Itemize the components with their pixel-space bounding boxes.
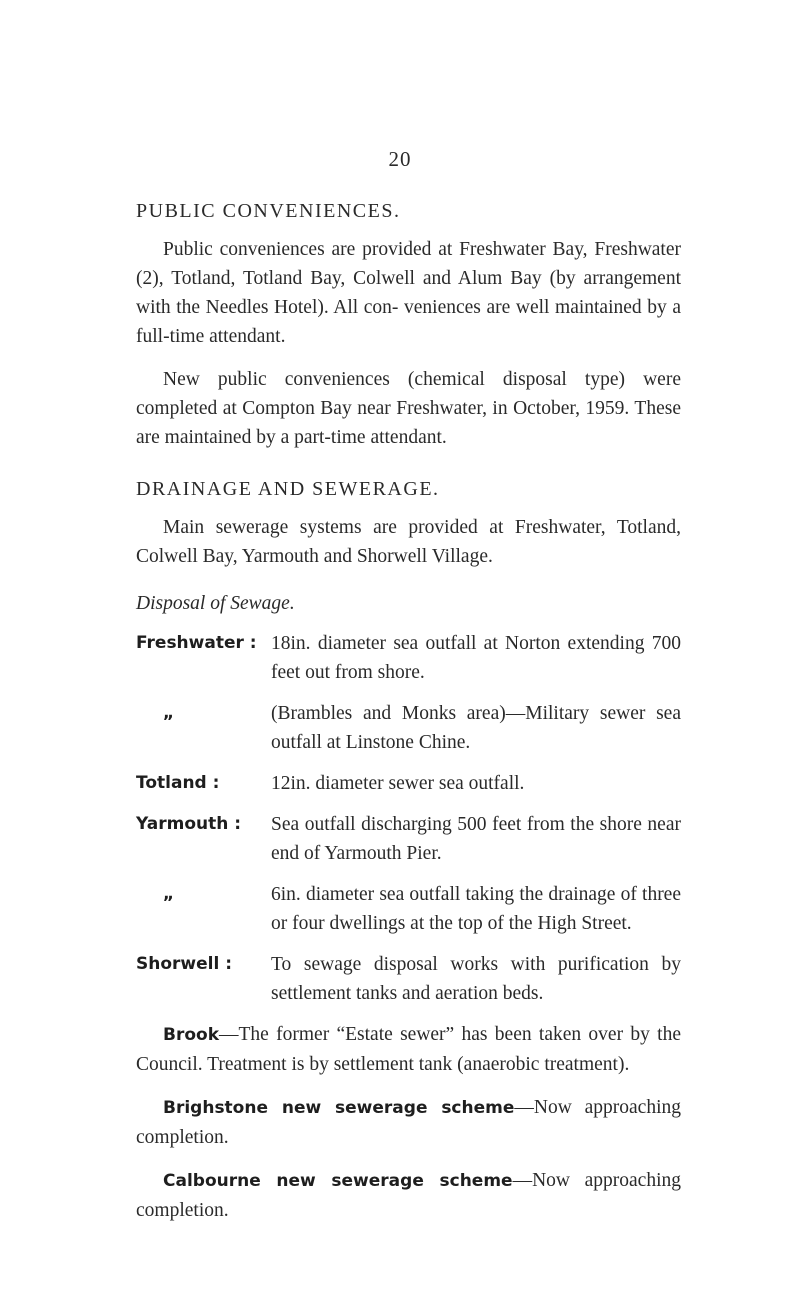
conveniences-paragraph-2: New public conveniences (chemical disposal type) were completed at Compton Bay near Freshwater, in October, 1959. These are maintained by a part-time attendant. bbox=[136, 369, 681, 448]
conveniences-paragraph-1: Public conveniences are provided at Freshwater Bay, Freshwater (2), Totland, Totland Bay, Colwell and Alum Bay (by arrangement with the Needles Hotel). All con- veniences are well maintained by a full-time attendant. bbox=[136, 239, 681, 347]
entry-place: Totland : bbox=[136, 773, 220, 793]
disposal-entry bbox=[136, 810, 681, 868]
entry-text: To sewage disposal works with purification by settlement tanks and aeration beds. bbox=[271, 954, 681, 1004]
section-heading-drainage: DRAINAGE AND SEWERAGE. bbox=[136, 478, 440, 500]
disposal-entry bbox=[136, 699, 681, 757]
brighstone-label: Brighstone new sewerage scheme bbox=[163, 1098, 515, 1118]
entry-text: (Brambles and Monks area)—Military sewer sea outfall at Linstone Chine. bbox=[271, 703, 681, 753]
brighstone-paragraph bbox=[136, 1093, 681, 1152]
entry-text: 18in. diameter sea outfall at Norton extending 700 feet out from shore. bbox=[271, 633, 681, 683]
entry-place: Shorwell : bbox=[136, 954, 233, 974]
entry-place: Yarmouth : bbox=[136, 814, 242, 834]
disposal-subheading: Disposal of Sewage. bbox=[136, 593, 295, 614]
entry-ditto: „ bbox=[162, 884, 175, 904]
disposal-entry bbox=[136, 629, 681, 687]
brighstone-text: —Now approaching completion. bbox=[136, 1097, 681, 1148]
brook-label: Brook bbox=[163, 1025, 220, 1045]
page-number: 20 bbox=[388, 147, 412, 171]
brook-text: —The former “Estate sewer” has been taken over by the Council. Treatment is by settlement tank (anaerobic treatment). bbox=[136, 1024, 681, 1075]
disposal-entry bbox=[136, 769, 681, 798]
entry-place: Freshwater : bbox=[136, 633, 257, 653]
calbourne-label: Calbourne new sewerage scheme bbox=[163, 1171, 513, 1191]
calbourne-paragraph bbox=[136, 1166, 681, 1225]
calbourne-text: —Now approaching completion. bbox=[136, 1170, 682, 1221]
disposal-entry bbox=[136, 880, 681, 938]
page-content bbox=[136, 200, 681, 1239]
entry-text: 12in. diameter sewer sea outfall. bbox=[271, 773, 525, 794]
section-heading-conveniences: PUBLIC CONVENIENCES. bbox=[136, 200, 401, 222]
entry-ditto: „ bbox=[162, 703, 175, 723]
drainage-paragraph-1: Main sewerage systems are provided at Freshwater, Totland, Colwell Bay, Yarmouth and Shorwell Village. bbox=[136, 517, 681, 567]
brook-paragraph bbox=[136, 1020, 681, 1079]
disposal-entry bbox=[136, 950, 681, 1008]
entry-text: 6in. diameter sea outfall taking the drainage of three or four dwellings at the top of the High Street. bbox=[271, 884, 681, 934]
entry-text: Sea outfall discharging 500 feet from the shore near end of Yarmouth Pier. bbox=[271, 814, 681, 864]
